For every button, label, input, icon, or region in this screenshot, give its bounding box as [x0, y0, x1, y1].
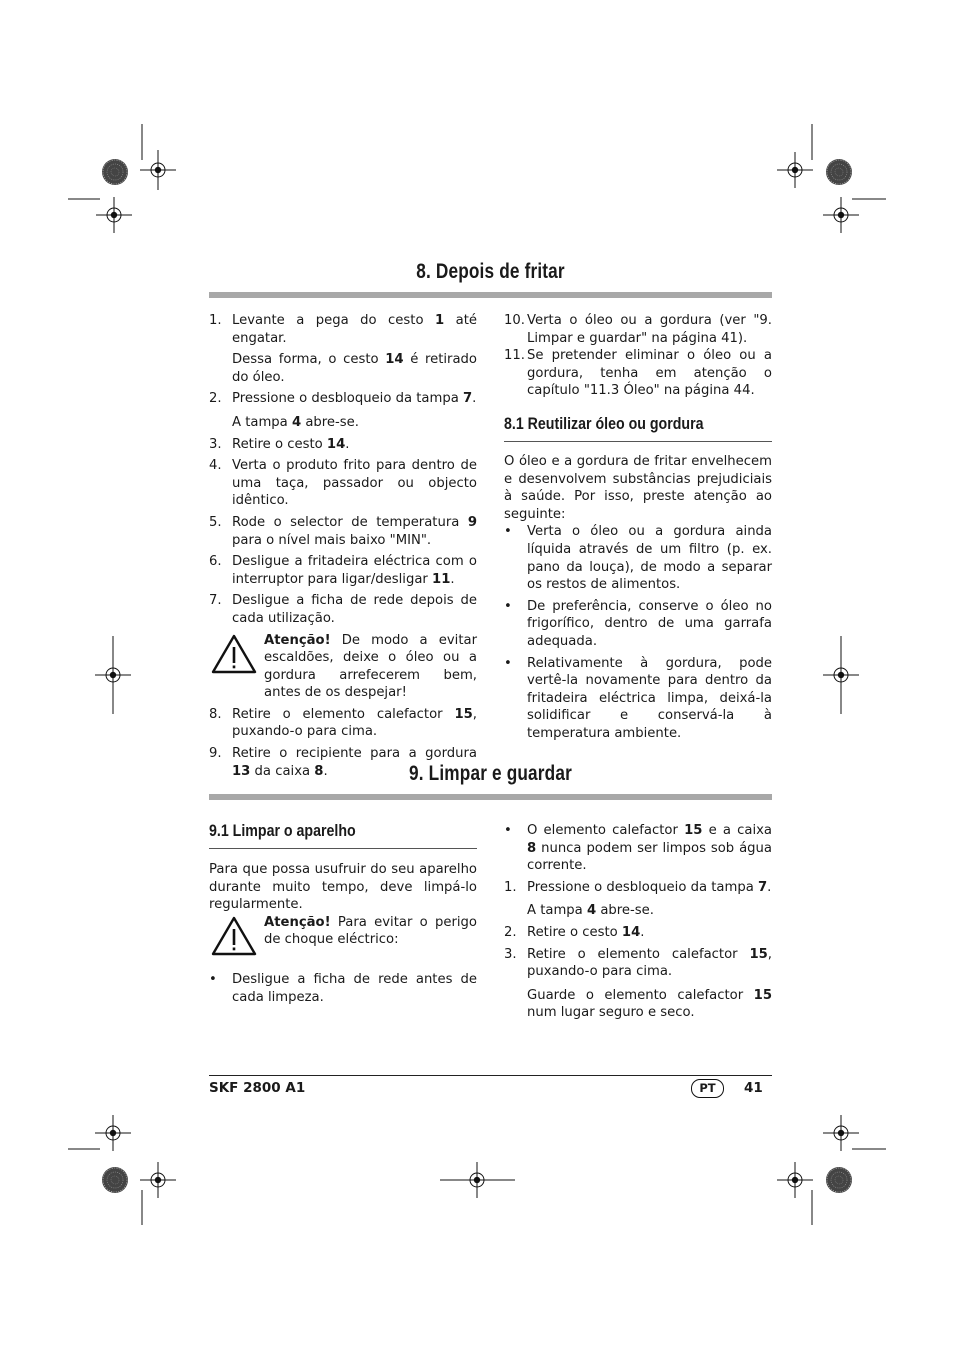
section-9-bar [209, 794, 772, 800]
list-item-note: Guarde o elemento calefactor 15 num lugar seguro e seco. [527, 987, 772, 1021]
section-9-right-column [504, 822, 772, 1022]
warning-triangle-icon [209, 914, 264, 966]
warning-block: Atenção! De modo a evitar escaldões, deixe o óleo ou a gordura arrefecerem bem, antes de os despejar! [209, 632, 477, 702]
list-item: 9. Retire o recipiente para a gordura 13 da caixa 8. [209, 746, 477, 779]
subsection-9-1-rule [209, 848, 477, 849]
footer-model: SKF 2800 A1 [209, 1080, 306, 1096]
list-item: 2. Pressione o desbloqueio da tampa 7. [209, 391, 477, 407]
paragraph: Para que possa usufruir do seu aparelho durante muito tempo, deve limpá-lo regularmente. [209, 862, 477, 913]
list-item: 1. Pressione o desbloqueio da tampa 7. [504, 879, 772, 895]
warning-triangle-icon [209, 632, 264, 702]
list-item-note: A tampa 4 abre-se. [232, 414, 359, 430]
paragraph: O óleo e a gordura de fritar envelhecem e desenvolvem substâncias prejudiciais à saúde. Por isso, preste atenção ao seguinte: [504, 454, 772, 522]
subsection-8-1-body [504, 453, 772, 743]
list-item: 4. Verta o produto frito para dentro de uma taça, passador ou objecto idêntico. [209, 458, 477, 509]
list-item: 5. Rode o selector de temperatura 9 para o nível mais baixo "MIN". [209, 514, 477, 548]
page-number: 41 [744, 1080, 763, 1096]
list-item: 6. Desligue a fritadeira eléctrica com o interruptor para ligar/desligar 11. [209, 554, 477, 587]
list-item: 10. Verta o óleo ou a gordura (ver "9. Limpar e guardar" na página 41). [504, 313, 772, 346]
list-item: 8. Retire o elemento calefactor 15, puxando-o para cima. [209, 706, 477, 740]
bullet-item: • O elemento calefactor 15 e a caixa 8 nunca podem ser limpos sob água corrente. [504, 823, 772, 874]
list-item: 1. Levante a pega do cesto 1 até engatar. [209, 313, 477, 346]
subsection-9-1-title: 9.1 Limpar o aparelho [209, 822, 356, 840]
subsection-8-1-title: 8.1 Reutilizar óleo ou gordura [504, 415, 704, 433]
list-item: 3. Retire o elemento calefactor 15, puxando-o para cima. [504, 946, 772, 980]
section-8-title: 8. Depois de fritar [416, 260, 565, 283]
list-item: 2. Retire o cesto 14. [504, 924, 645, 940]
section-8-left-column [209, 312, 477, 780]
subsection-9-1-left-body [209, 861, 477, 1007]
list-item: 11. Se pretender eliminar o óleo ou a gordura, tenha em atenção o capítulo "11.3 Óleo" na página 44. [504, 348, 772, 399]
list-item: 7. Desligue a ficha de rede depois de cada utilização. [209, 593, 477, 626]
bullet-item: • Relativamente à gordura, pode vertê-la novamente para dentro da fritadeira eléctrica limpa, deixá-la solidificar e conservá-la à temperatura ambiente. [504, 655, 772, 741]
list-item-note: Dessa forma, o cesto 14 é retirado do óleo. [232, 352, 477, 385]
list-item-note: A tampa 4 abre-se. [527, 903, 654, 919]
footer-rule [209, 1075, 772, 1076]
section-9-title: 9. Limpar e guardar [409, 762, 572, 785]
subsection-8-1-rule [504, 441, 772, 442]
language-badge: PT [691, 1079, 724, 1098]
warning-block: Atenção! Para evitar o perigo de choque eléctrico: [209, 914, 477, 966]
section-8-bar [209, 292, 772, 298]
list-item: 3. Retire o cesto 14. [209, 436, 350, 452]
section-8-right-column [504, 312, 772, 400]
bullet-item: • Verta o óleo ou a gordura ainda líquida através de um filtro (p. ex. pano da louça), de modo a separar os restos de alimentos. [504, 524, 772, 593]
bullet-item: • De preferência, conserve o óleo no frigorífico, dentro de uma garrafa adequada. [504, 598, 772, 649]
bullet-item: • Desligue a ficha de rede antes de cada limpeza. [209, 972, 477, 1005]
